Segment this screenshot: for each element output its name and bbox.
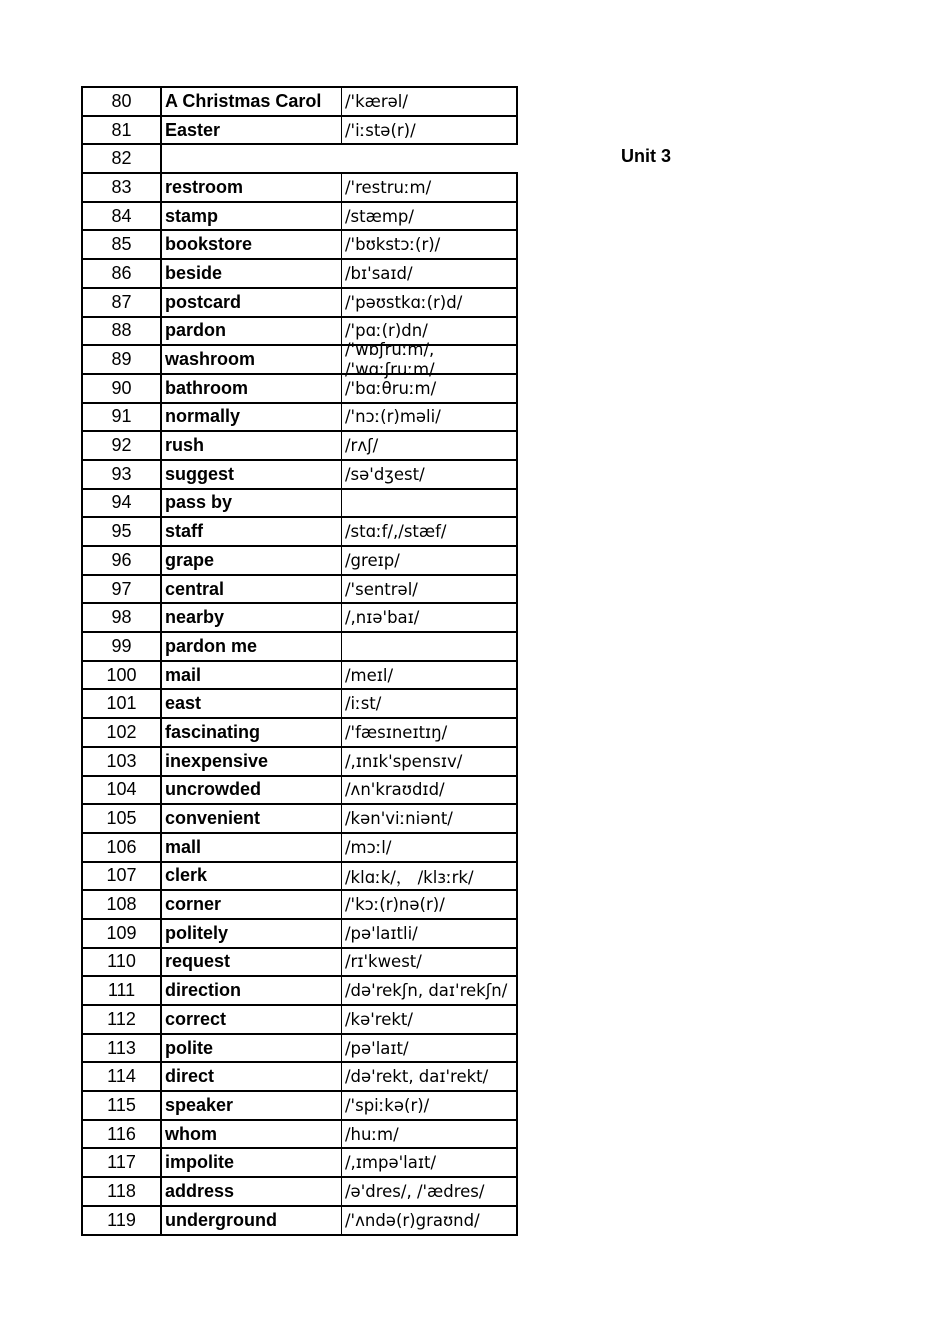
phonetic-transcription: /'spiːkə(r)/ (342, 1092, 518, 1119)
vocabulary-word: speaker (162, 1092, 342, 1119)
unit-heading: Unit 3 (621, 146, 672, 166)
phonetic-transcription: /ʌn'kraʊdɪd/ (342, 777, 518, 804)
phonetic-transcription: /'iːstə(r)/ (342, 117, 518, 144)
row-number: 87 (83, 289, 162, 316)
phonetic-transcription: /'fæsɪneɪtɪŋ/ (342, 719, 518, 746)
row-number: 98 (83, 604, 162, 631)
row-number: 111 (83, 977, 162, 1004)
phonetic-transcription: /'sentrəl/ (342, 576, 518, 603)
table-row (83, 1006, 518, 1035)
table-row (83, 1207, 518, 1236)
table-row (83, 1092, 518, 1121)
vocabulary-word: bathroom (162, 375, 342, 402)
vocabulary-word: request (162, 949, 342, 976)
row-number: 102 (83, 719, 162, 746)
table-row (83, 690, 518, 719)
phonetic-transcription: /'pɑː(r)dn/ (342, 318, 518, 345)
table-row (83, 461, 518, 490)
vocabulary-word: whom (162, 1121, 342, 1148)
vocabulary-word: corner (162, 891, 342, 918)
row-number: 90 (83, 375, 162, 402)
table-row (83, 289, 518, 318)
phonetic-transcription (342, 490, 518, 517)
table-row (83, 949, 518, 978)
row-number: 86 (83, 260, 162, 287)
vocabulary-word: mall (162, 834, 342, 861)
table-row (83, 633, 518, 662)
phonetic-transcription: /rʌʃ/ (342, 432, 518, 459)
row-number: 88 (83, 318, 162, 345)
vocabulary-word: staff (162, 518, 342, 545)
table-row (83, 547, 518, 576)
row-number: 113 (83, 1035, 162, 1062)
table-row (83, 375, 518, 404)
phonetic-transcription: /'pəʊstkɑː(r)d/ (342, 289, 518, 316)
vocabulary-word: polite (162, 1035, 342, 1062)
vocabulary-word: postcard (162, 289, 342, 316)
vocabulary-word: direct (162, 1063, 342, 1090)
phonetic-transcription: /'bɑːθruːm/ (342, 375, 518, 402)
row-number: 110 (83, 949, 162, 976)
vocabulary-word: politely (162, 920, 342, 947)
vocabulary-table (81, 86, 518, 1236)
vocabulary-word: rush (162, 432, 342, 459)
vocabulary-word: central (162, 576, 342, 603)
row-number: 106 (83, 834, 162, 861)
row-number: 115 (83, 1092, 162, 1119)
row-number: 108 (83, 891, 162, 918)
table-row (83, 863, 518, 892)
table-row (83, 490, 518, 519)
merged-empty-cell (162, 145, 518, 172)
row-number: 96 (83, 547, 162, 574)
table-row (83, 88, 518, 117)
vocabulary-word: inexpensive (162, 748, 342, 775)
row-number: 97 (83, 576, 162, 603)
table-row (83, 604, 518, 633)
row-number: 114 (83, 1063, 162, 1090)
vocabulary-word: nearby (162, 604, 342, 631)
row-number: 89 (83, 346, 162, 373)
table-row (83, 777, 518, 806)
vocabulary-word: beside (162, 260, 342, 287)
table-row (83, 891, 518, 920)
vocabulary-word: direction (162, 977, 342, 1004)
table-row (83, 834, 518, 863)
table-row (83, 1063, 518, 1092)
phonetic-transcription: /mɔːl/ (342, 834, 518, 861)
table-row (83, 203, 518, 232)
vocabulary-word: restroom (162, 174, 342, 201)
table-row (83, 1035, 518, 1064)
vocabulary-word: pardon (162, 318, 342, 345)
table-row (83, 1121, 518, 1150)
row-number: 93 (83, 461, 162, 488)
vocabulary-word: correct (162, 1006, 342, 1033)
table-row (83, 404, 518, 433)
phonetic-transcription: /,nɪə'baɪ/ (342, 604, 518, 631)
phonetic-transcription: /,ɪnɪk'spensɪv/ (342, 748, 518, 775)
table-row (83, 432, 518, 461)
table-row (83, 662, 518, 691)
table-row (83, 174, 518, 203)
vocabulary-word: east (162, 690, 342, 717)
row-number: 85 (83, 231, 162, 258)
phonetic-transcription: /bɪ'saɪd/ (342, 260, 518, 287)
row-number: 104 (83, 777, 162, 804)
vocabulary-word: address (162, 1178, 342, 1205)
row-number: 95 (83, 518, 162, 545)
table-row (83, 1178, 518, 1207)
row-number: 116 (83, 1121, 162, 1148)
row-number: 94 (83, 490, 162, 517)
table-row (83, 576, 518, 605)
table-row (83, 231, 518, 260)
table-row (83, 977, 518, 1006)
phonetic-transcription: /'nɔː(r)məli/ (342, 404, 518, 431)
phonetic-transcription: /də'rekʃn, daɪ'rekʃn/ (342, 977, 518, 1004)
row-number: 118 (83, 1178, 162, 1205)
vocabulary-word: washroom (162, 346, 342, 373)
row-number: 100 (83, 662, 162, 689)
phonetic-transcription: /,ɪmpə'laɪt/ (342, 1149, 518, 1176)
vocabulary-word: mail (162, 662, 342, 689)
row-number: 105 (83, 805, 162, 832)
row-number: 99 (83, 633, 162, 660)
vocabulary-word: pass by (162, 490, 342, 517)
row-number: 119 (83, 1207, 162, 1234)
phonetic-line-1: /'wɒʃruːm/, (345, 339, 435, 359)
row-number: 109 (83, 920, 162, 947)
phonetic-transcription: /stɑːf/,/stæf/ (342, 518, 518, 545)
vocabulary-word: A Christmas Carol (162, 88, 342, 115)
vocabulary-word: impolite (162, 1149, 342, 1176)
phonetic-transcription: /kə'rekt/ (342, 1006, 518, 1033)
vocabulary-word: uncrowded (162, 777, 342, 804)
row-number: 101 (83, 690, 162, 717)
row-number: 83 (83, 174, 162, 201)
phonetic-transcription: /'restruːm/ (342, 174, 518, 201)
phonetic-transcription: /iːst/ (342, 690, 518, 717)
vocabulary-word: fascinating (162, 719, 342, 746)
row-number: 92 (83, 432, 162, 459)
row-number: 84 (83, 203, 162, 230)
table-row (83, 920, 518, 949)
vocabulary-word: stamp (162, 203, 342, 230)
phonetic-transcription: /'bʊkstɔː(r)/ (342, 231, 518, 258)
phonetic-transcription: /stæmp/ (342, 203, 518, 230)
row-number: 82 (83, 145, 162, 172)
vocabulary-word: underground (162, 1207, 342, 1234)
row-number: 81 (83, 117, 162, 144)
vocabulary-word: normally (162, 404, 342, 431)
row-number: 91 (83, 404, 162, 431)
table-row (83, 260, 518, 289)
table-row (83, 339, 518, 379)
phonetic-transcription: /ə'dres/, /'ædres/ (342, 1178, 518, 1205)
vocabulary-word: pardon me (162, 633, 342, 660)
row-number: 80 (83, 88, 162, 115)
phonetic-transcription: /'ʌndə(r)graʊnd/ (342, 1207, 518, 1234)
row-number: 103 (83, 748, 162, 775)
phonetic-line-2: /'wɑːʃruːm/ (345, 359, 435, 379)
phonetic-transcription: /meɪl/ (342, 662, 518, 689)
table-row (83, 117, 518, 146)
vocabulary-word: bookstore (162, 231, 342, 258)
phonetic-transcription: /pə'laɪtli/ (342, 920, 518, 947)
phonetic-transcription (342, 339, 518, 379)
table-row (83, 318, 518, 347)
table-row (83, 805, 518, 834)
vocabulary-word: clerk (162, 863, 342, 890)
phonetic-transcription: /huːm/ (342, 1121, 518, 1148)
table-row (83, 748, 518, 777)
row-number: 107 (83, 863, 162, 890)
table-row (83, 719, 518, 748)
phonetic-transcription: /rɪ'kwest/ (342, 949, 518, 976)
phonetic-transcription: /kən'viːniənt/ (342, 805, 518, 832)
vocabulary-word: grape (162, 547, 342, 574)
vocabulary-word: convenient (162, 805, 342, 832)
phonetic-transcription: /greɪp/ (342, 547, 518, 574)
phonetic-transcription: /də'rekt, daɪ'rekt/ (342, 1063, 518, 1090)
vocabulary-word: suggest (162, 461, 342, 488)
phonetic-transcription: /'kɔː(r)nə(r)/ (342, 891, 518, 918)
phonetic-transcription: /klɑːk/， /klɜːrk/ (342, 863, 518, 890)
row-number: 112 (83, 1006, 162, 1033)
phonetic-transcription: /sə'dʒest/ (342, 461, 518, 488)
row-number: 117 (83, 1149, 162, 1176)
phonetic-transcription: /pə'laɪt/ (342, 1035, 518, 1062)
table-row (83, 145, 518, 174)
vocabulary-word: Easter (162, 117, 342, 144)
phonetic-transcription (342, 633, 518, 660)
phonetic-transcription: /'kærəl/ (342, 88, 518, 115)
table-row (83, 518, 518, 547)
table-row (83, 1149, 518, 1178)
